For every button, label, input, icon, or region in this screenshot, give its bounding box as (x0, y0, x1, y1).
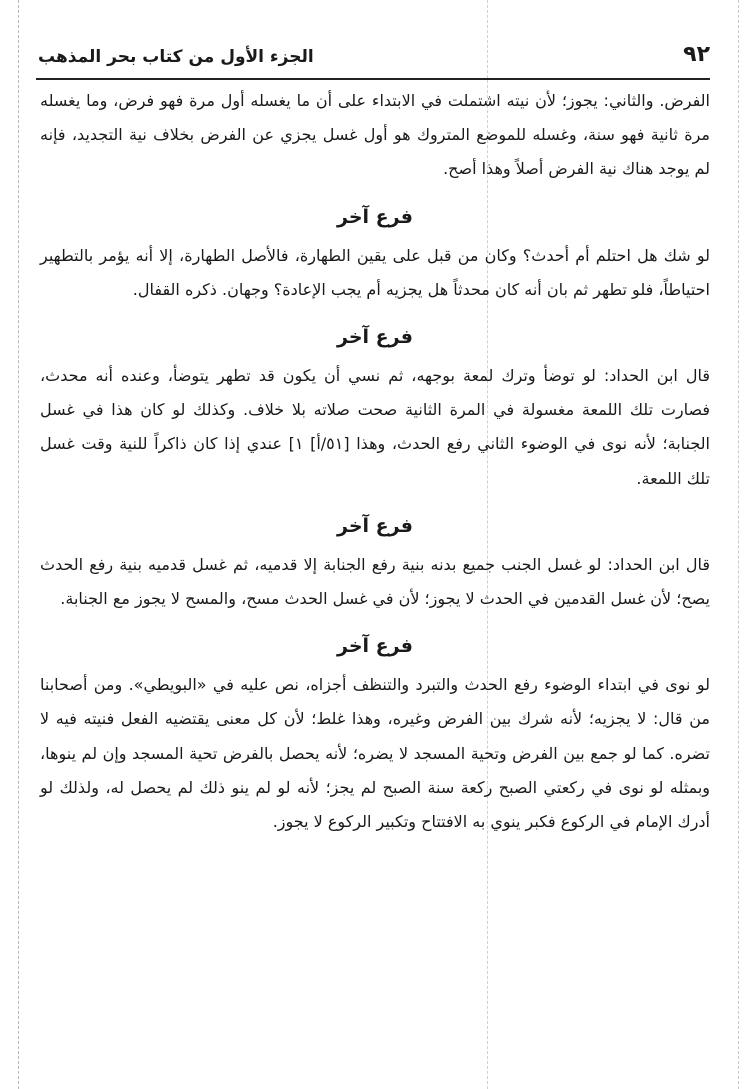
paragraph (40, 359, 710, 496)
running-title: الجزء الأول من كتاب بحر المذهب (38, 47, 314, 67)
paragraph-text: قال ابن الحداد: لو توضأ وترك لمعة بوجهه، ثم نسي أن يكون قد تطهر يتوضأ، وعنده أنه محدث، فصارت تلك اللمعة مغسولة في المرة الثانية صحت صلاته بلا خلاف. وكذلك لو كان هذا في غسل الجنابة؛ لأنه نوى في الوضوء الثاني رفع الحدث، وهذا [٥١/أ] ١] عندي إذا كان ذاكراً للنية وقت غسل تلك اللمعة. (40, 366, 711, 488)
scan-artifact-line-right (738, 0, 739, 1089)
page-number: ٩٢ (683, 42, 710, 67)
paragraph (40, 548, 710, 616)
scan-artifact-line-left (18, 0, 19, 1089)
paragraph-continuation (40, 84, 710, 187)
paragraph-text: لو شك هل احتلم أم أحدث؟ وكان من قبل على يقين الطهارة، فالأصل الطهارة، إلا أنه يؤمر بالتطهير احتياطاً، فلو تطهر ثم بان أنه كان محدثاً هل يجزيه أم يجب الإعادة؟ وجهان. ذكره القفال. (40, 245, 710, 299)
page-header (38, 40, 710, 76)
paragraph (40, 239, 710, 307)
section-heading: فرع آخر (337, 635, 413, 658)
header-rule (36, 78, 710, 80)
section-heading: فرع آخر (337, 326, 413, 349)
section-heading: فرع آخر (337, 514, 413, 537)
paragraph-text: لو نوى في ابتداء الوضوء رفع الحدث والتبرد والتنظف أجزاه، نص عليه في «البويطي». ومن أصحابنا من قال: لا يجزيه؛ لأنه شرك بين الفرض وغيره، وهذا غلط؛ لأن كل معنى يقتضيه الفعل فنيته فيه لا تضره. كما لو جمع بين الفرض وتحية المسجد لا يضره؛ لأنه يحصل بالفرض تحية المسجد وإن لم ينوها، وبمثله لو نوى في ركعتي الصبح ركعة سنة الصبح لم يجز؛ لأنه لو لم ينو ذلك لم يحصل له، ولذلك لو أدرك الإمام في الركوع فكبر ينوي به الافتتاح وتكبير الركوع لا يجوز. (40, 675, 710, 832)
paragraph-text: الفرض. والثاني: يجوز؛ لأن نيته اشتملت في الابتداء على أن ما يغسله أول مرة فهو فرض، وما يغسله مرة ثانية فهو سنة، وغسله للموضع المتروك هو أول غسل يجزي عن الفرض بخلاف نية التجديد، فإنه لم يوجد هناك نية الفرض أصلاً وهذا أصح. (40, 91, 710, 179)
section-heading: فرع آخر (337, 205, 413, 228)
paragraph-text: قال ابن الحداد: لو غسل الجنب جميع بدنه بنية رفع الجنابة إلا قدميه، ثم غسل قدميه بنية رفع الحدث يصح؛ لأن غسل القدمين في الحدث لا يجوز؛ لأن في غسل الحدث مسح، والمسح لا يجوز مع الجنابة. (40, 554, 710, 609)
document-body (40, 84, 710, 839)
paragraph (40, 668, 710, 839)
